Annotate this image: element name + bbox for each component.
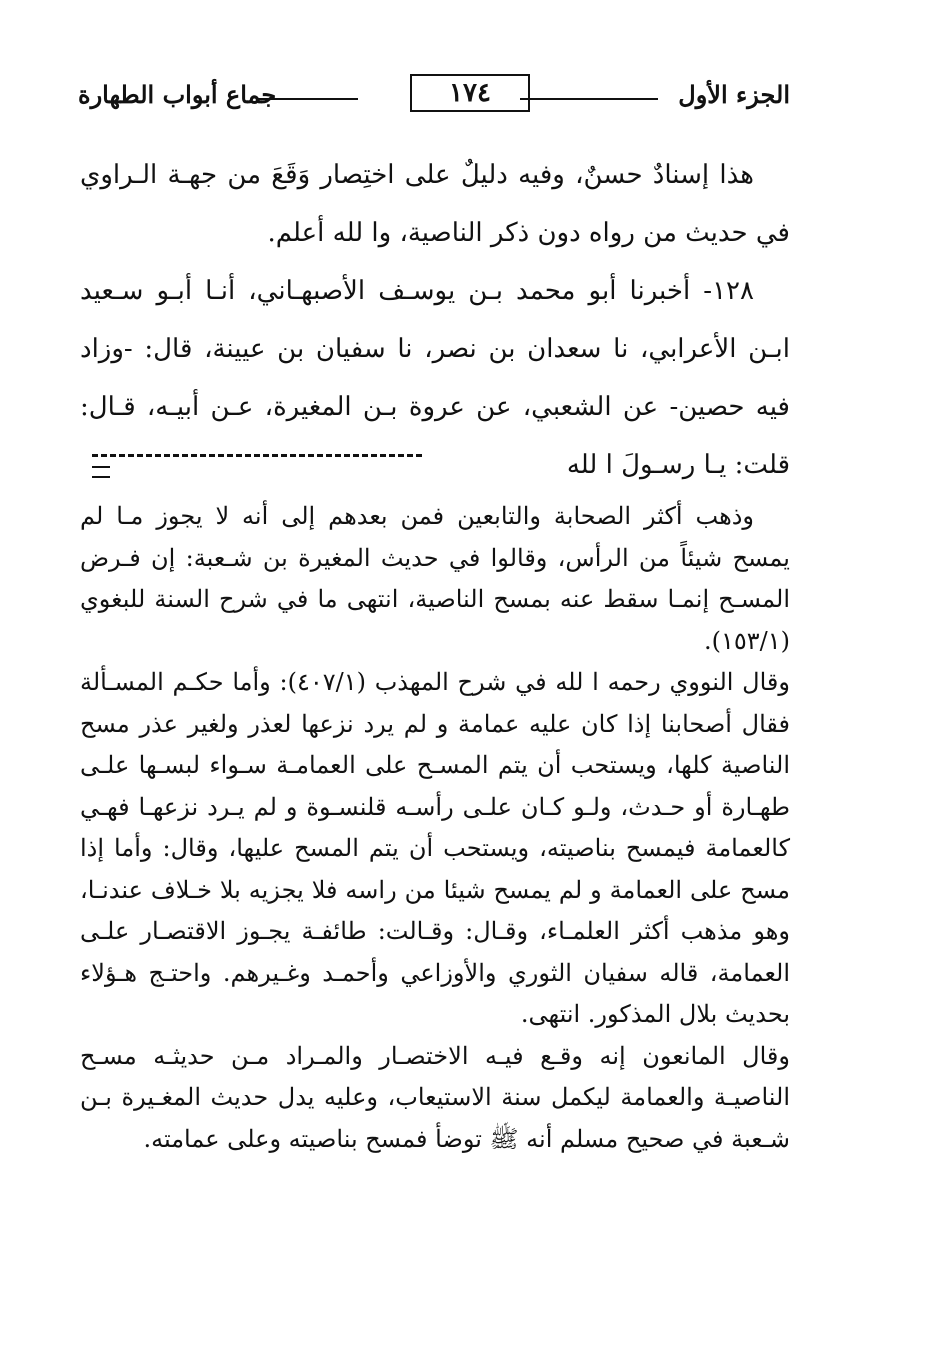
volume-label: الجزء الأول: [678, 80, 790, 109]
footnote-paragraph: وقال المانعون إنه وقـع فيـه الاختصـار والمـراد مـن حديثـه مسـح الناصيـة والعمامة ليكمل سنة الاستيعاب، وعليه يدل حديث المغـيرة بـن شـعبة في صحيح مسلم أنه ﷺ توضأ فمسح بناصيته وعلى عمامته.: [80, 1041, 790, 1153]
page-header: [78, 68, 790, 124]
section-title: جماع أبواب الطهارة: [78, 80, 277, 109]
footnote-separator: [92, 454, 422, 457]
footnotes: [80, 496, 790, 1160]
main-paragraph: هذا إسنادٌ حسنٌ، وفيه دليلٌ على اختِصار وَقَعَ من جهـة الـراوي في حديث من رواه دون ذكر الناصية، وا لله أعلم.: [80, 160, 790, 248]
header-rule-right: [520, 98, 658, 100]
hadith-128-paragraph: ١٢٨- أخبرنا أبو محمد بـن يوسـف الأصبهـاني، أنـا أبـو سـعيد ابـن الأعرابي، نا سعدان بن نصر، نا سفيان بن عيينة، قال: -وزاد فيه حصين- عن الشعبي، عن عروة بـن المغيرة، عـن أبيـه، قـال: قلت: يـا رسـولَ ا لله: [80, 276, 790, 480]
continuation-mark: [92, 466, 110, 478]
footnote-paragraph: وذهب أكثر الصحابة والتابعين فمن بعدهم إلى أنه لا يجوز مـا لم يمسح شيئاً من الرأس، وقالوا في حديث المغيرة بن شـعبة: إن فـرض المسـح إنمـا سقط عنه بمسح الناصية، انتهى ما في شرح السنة للبغوي (١٥٣/١).: [80, 502, 790, 655]
main-text: [80, 146, 790, 494]
page-number: ١٧٤: [410, 74, 530, 112]
footnote-paragraph: وقال النووي رحمه ا لله في شرح المهذب (٤٠٧/١): وأما حكـم المسـألة فقال أصحابنا إذا كان عليه عمامة و لم يرد نزعها لعذر ولغير عذر مسح الناصية كلها، ويستحب أن يتم المسـح على العمامـة سـواء لبسـها علـى طهـارة أو حـدث، ولـو كـان علـى رأسـه قلنسـوة و لم يـرد نزعهـا فهـي كالعمامة فيمسح بناصيته، ويستحب أن يتم المسح عليها، وقال: وأما إذا مسح على العمامة و لم يمسح شيئا من راسه فلا يجزيه بلا خـلاف عندنـا، وهو مذهب أكثر العلمـاء، وقـال: وقـالت: طائفـة يجـوز الاقتصـار علـى العمامة، قاله سفيان الثوري والأوزاعي وأحمـد وغـيرهم. واحتـج هـؤلاء بحديث بلال المذكور. انتهى.: [80, 668, 790, 1028]
